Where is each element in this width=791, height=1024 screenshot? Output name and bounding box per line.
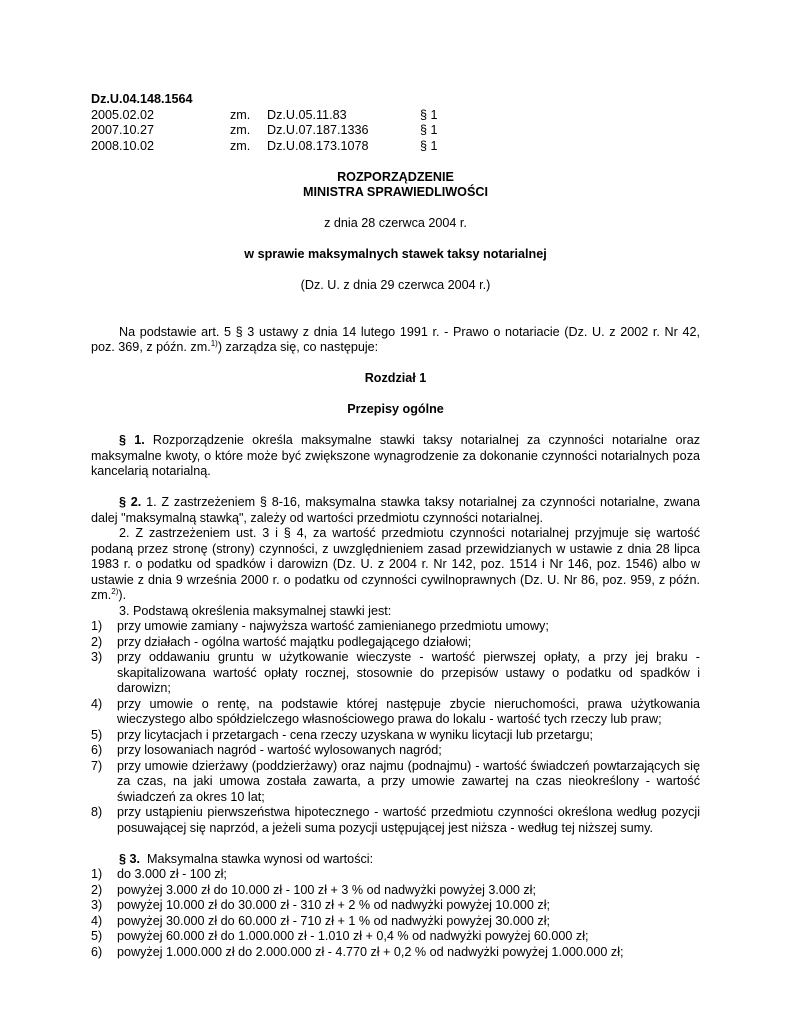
paragraph-2-ust-3: 3. Podstawą określenia maksymalnej stawki jest: <box>119 603 392 618</box>
amendment-ref: Dz.U.08.173.1078 <box>267 138 369 153</box>
amendment-ref: Dz.U.05.11.83 <box>267 107 347 122</box>
paragraph-1: § 1. Rozporządzenie określa maksymalne stawki taksy notarialnej za czynności notarialne oraz maksymalne kwoty, o które może być zwiększone wynagrodzenie za dokonanie czynności notarialnych poza kancelarią notarialną. <box>91 433 700 478</box>
amendment-zm: zm. <box>230 107 251 122</box>
amendment-row <box>91 139 700 155</box>
amendment-para: § 1 <box>420 123 438 137</box>
chapter-number: Rozdział 1 <box>364 371 427 385</box>
list-item: 6) przy losowaniach nagród - wartość wylosowanych nagród; <box>91 743 442 757</box>
paragraph-3 <box>91 852 700 961</box>
list-item: 3) powyżej 10.000 zł do 30.000 zł - 310 zł + 2 % od nadwyżki powyżej 10.000 zł; <box>91 898 550 912</box>
paragraph-2-ust-1: § 2. 1. Z zastrzeżeniem § 8-16, maksymalna stawka taksy notarialnej za czynności notarialne, zwana dalej "maksymalną stawką", zależy od wartości przedmiotu czynności notarialnej. <box>91 495 700 525</box>
regulation-date: z dnia 28 czerwca 2004 r. <box>324 216 467 230</box>
amendment-para: § 1 <box>420 138 438 153</box>
paragraph-2-ust-2: 2. Z zastrzeżeniem ust. 3 i § 4, za wartość przedmiotu czynności notarialnej przyjmuje się wartość podaną przez stronę (strony) czynności, z uwzględnieniem zasad przewidzianych w ustawie z dnia 28 lipca 1983 r. o podatku od spadków i darowizn (Dz. U. z 2004 r. Nr 142, poz. 1514 i Nr 146, poz. 1546) albo w ustawie z dnia 9 września 2000 r. o podatku od czynności cywilnoprawnych (Dz. U. Nr 86, poz. 959, z późn. zm.$^{2)}$). <box>91 526 700 602</box>
footnote-ref[interactable]: 2) <box>111 586 119 596</box>
paragraph-label: § 1. <box>119 433 145 447</box>
list-item: 7) przy umowie dzierżawy (poddzierżawy) oraz najmu (podnajmu) - wartość świadczeń powtarzających się za czas, na jaki umowa została zawarta, a przy umowie zawartej na czas nieokreślony - wartość świadczeń za okres 10 lat; <box>91 758 700 804</box>
list-item: 5) przy licytacjach i przetargach - cena rzeczy uzyskana w wyniku licytacji lub przetargu; <box>91 727 593 742</box>
amendment-date: 2008.10.02 <box>91 138 155 153</box>
doc-id: Dz.U.04.148.1564 <box>91 92 193 106</box>
amendment-zm: zm. <box>230 138 251 153</box>
amendment-row <box>91 108 700 124</box>
list-item: 6) powyżej 1.000.000 zł do 2.000.000 zł - 4.770 zł + 0,2 % od nadwyżki powyżej 1.000.000 zł; <box>91 944 624 959</box>
amendment-date: 2005.02.02 <box>91 107 155 122</box>
regulation-subject: w sprawie maksymalnych stawek taksy notarialnej <box>244 247 547 261</box>
publication-info: (Dz. U. z dnia 29 czerwca 2004 r.) <box>300 278 491 292</box>
paragraph-label: § 2. <box>119 495 142 509</box>
title-line-2: MINISTRA SPRAWIEDLIWOŚCI <box>303 185 488 199</box>
amendments-list <box>91 108 700 155</box>
list-item: 4) przy umowie o rentę, na podstawie której następuje zbycie nieruchomości, prawa użytkowania wieczystego albo spółdzielczego własnościowego prawa do lokalu - wartość tych rzeczy lub praw; <box>91 696 700 726</box>
list-item: 1) do 3.000 zł - 100 zł; <box>91 867 227 881</box>
preamble: Na podstawie art. 5 § 3 ustawy z dnia 14 lutego 1991 r. - Prawo o notariacie (Dz. U. z 2002 r. Nr 42, poz. 369, z późn. zm.$^{1)}$) zarządza się, co następuje: <box>91 324 700 354</box>
footnote-ref[interactable]: 1) <box>210 338 218 348</box>
paragraph-3-intro: § 3. Maksymalna stawka wynosi od wartości: <box>119 851 374 866</box>
paragraph-2 <box>91 495 700 836</box>
amendment-row <box>91 123 700 139</box>
title-line-1: ROZPORZĄDZENIE <box>337 169 454 184</box>
chapter-name: Przepisy ogólne <box>347 402 444 416</box>
document-page <box>91 92 700 960</box>
list-item: 5) powyżej 60.000 zł do 1.000.000 zł - 1.010 zł + 0,4 % od nadwyżki powyżej 60.000 zł; <box>91 929 589 943</box>
list-item: 4) powyżej 30.000 zł do 60.000 zł - 710 zł + 1 % od nadwyżki powyżej 30.000 zł; <box>91 913 550 928</box>
amendment-ref: Dz.U.07.187.1336 <box>267 123 369 137</box>
amendment-zm: zm. <box>230 123 251 137</box>
list-item: 8) przy ustąpieniu pierwszeństwa hipotecznego - wartość przedmiotu czynności określona według pozycji posuwającej się naprzód, a jeżeli suma pozycji ustępującej jest niższa - według tej niższej sumy. <box>91 805 700 835</box>
paragraph-label: § 3. <box>119 851 141 866</box>
list-item: 3) przy oddawaniu gruntu w użytkowanie wieczyste - wartość pierwszej opłaty, a przy jej braku - skapitalizowana wartość opłaty rocznej, stosownie do przepisów ustawy o podatku od spadków i darowizn; <box>91 650 700 695</box>
list-item: 2) powyżej 3.000 zł do 10.000 zł - 100 zł + 3 % od nadwyżki powyżej 3.000 zł; <box>91 882 536 897</box>
paragraph-3-items <box>91 867 700 960</box>
list-item: 1) przy umowie zamiany - najwyższa wartość zamienianego przedmiotu umowy; <box>91 619 549 633</box>
amendment-date: 2007.10.27 <box>91 123 155 137</box>
list-item: 2) przy działach - ogólna wartość majątku podlegającego działowi; <box>91 634 472 649</box>
paragraph-2-items <box>91 619 700 836</box>
amendment-para: § 1 <box>420 107 438 122</box>
